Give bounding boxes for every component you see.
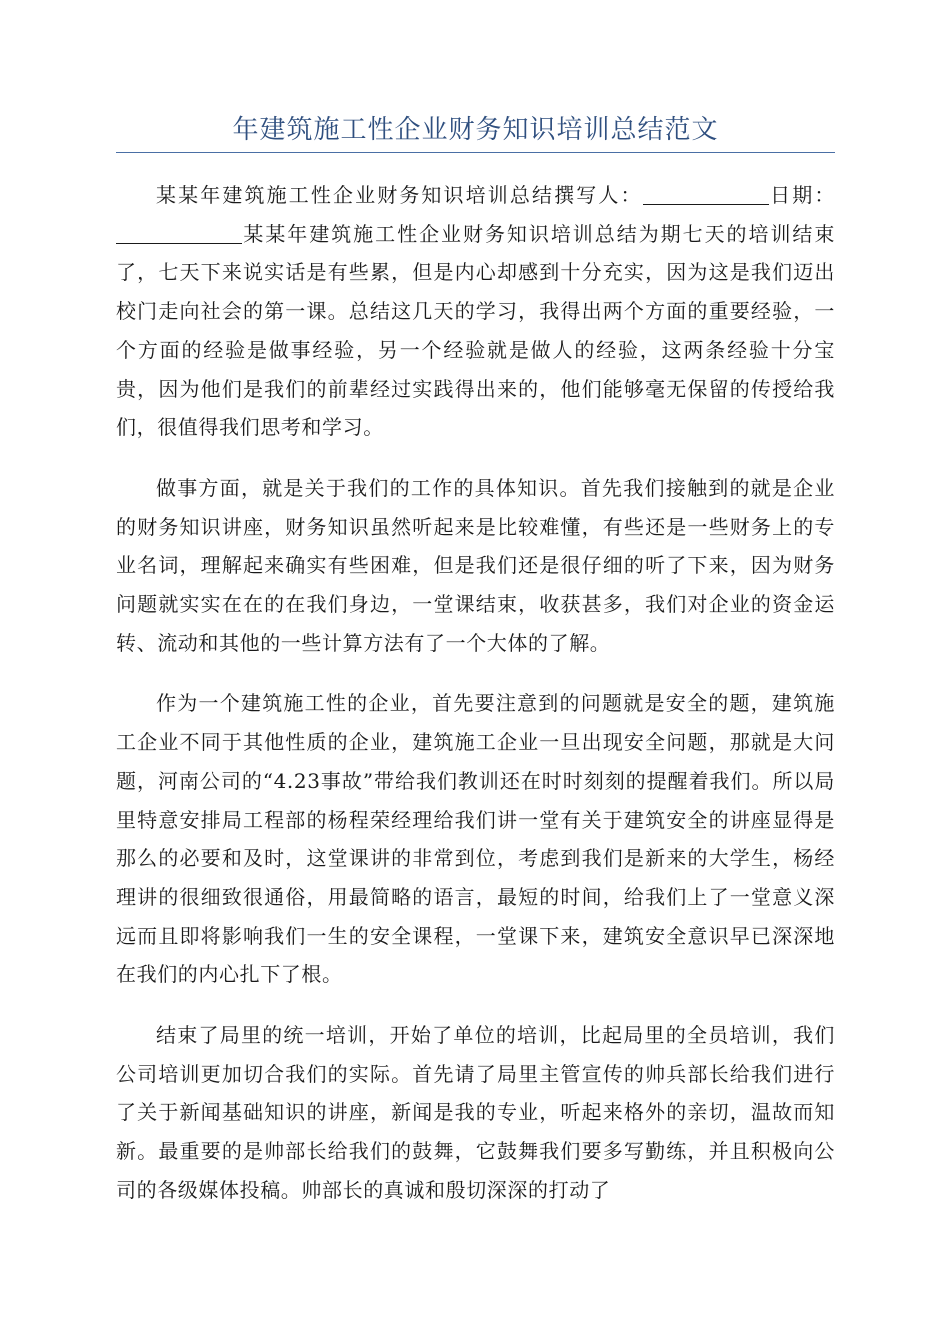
title-block [116, 112, 835, 153]
document-title: 年建筑施工性企业财务知识培训总结范文 [232, 115, 719, 145]
paragraph-4: 结束了局里的统一培训，开始了单位的培训，比起局里的全员培训，我们公司培训更加切合我们的实际。首先请了局里主管宣传的帅兵部长给我们进行了关于新闻基础知识的讲座，新闻是我的专业，听起来格外的亲切，温故而知新。最重要的是帅部长给我们的鼓舞，它鼓舞我们要多写勤练，并且积极向公司的各级媒体投稿。帅部长的真诚和殷切深深的打动了 [116, 1023, 835, 1202]
paragraph-1 [116, 176, 835, 447]
paragraph-1-text: 某某年建筑施工性企业财务知识培训总结为期七天的培训结束了，七天下来说实话是有些累，但是内心却感到十分充实，因为这是我们迈出校门走向社会的第一课。总结这几天的学习，我得出两个方面的重要经验，一个方面的经验是做事经验，另一个经验就是做人的经验，这两条经验十分宝贵，因为他们是我们的前辈经过实践得出来的，他们能够毫无保留的传授给我们，很值得我们思考和学习。 [116, 221, 835, 440]
date-label: 日期： [768, 183, 835, 207]
paragraph-3: 作为一个建筑施工性的企业，首先要注意到的问题就是安全的题，建筑施工企业不同于其他性质的企业，建筑施工企业一旦出现安全问题，那就是大问题，河南公司的“4.23事故”带给我们教训还在时时刻刻的提醒着我们。所以局里特意安排局工程部的杨程荣经理给我们讲一堂有关于建筑安全的讲座显得是那么的必要和及时，这堂课讲的非常到位，考虑到我们是新来的大学生，杨经理讲的很细致很通俗，用最简略的语言，最短的时间，给我们上了一堂意义深远而且即将影响我们一生的安全课程，一堂课下来，建筑安全意识早已深深地在我们的内心扎下了根。 [116, 691, 835, 987]
author-line-text: 某某年建筑施工性企业财务知识培训总结撰写人： [156, 183, 643, 207]
paragraph-2: 做事方面，就是关于我们的工作的具体知识。首先我们接触到的就是企业的财务知识讲座，财务知识虽然听起来是比较难懂，有些还是一些财务上的专业名词，理解起来确实有些困难，但是我们还是很仔细的听了下来，因为财务问题就实实在在的在我们身边，一堂课结束，收获甚多，我们对企业的资金运转、流动和其他的一些计算方法有了一个大体的了解。 [116, 475, 835, 655]
author-blank-line [643, 184, 769, 205]
document-body [116, 176, 835, 1232]
date-blank-line [116, 223, 242, 244]
